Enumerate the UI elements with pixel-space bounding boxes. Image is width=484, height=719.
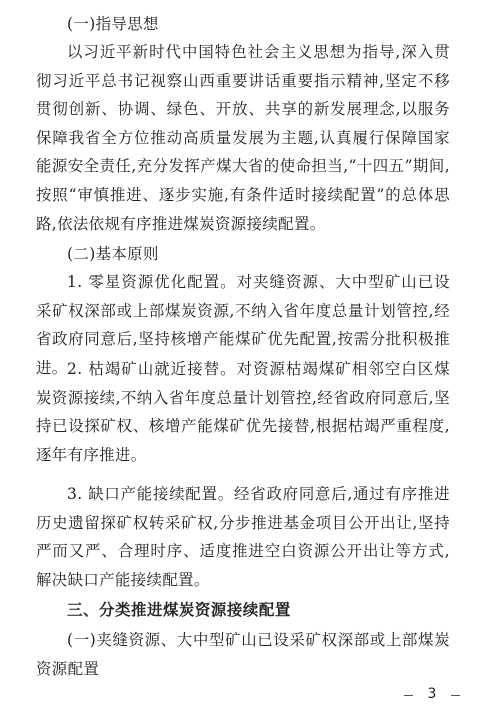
principle-3-paragraph: 3. 缺口产能接续配置。经省政府同意后,通过有序推进历史遗留探矿权转采矿权,分步推进基金项目公开出让,坚持严而又严、合理时序、适度推进空白资源公开出让等方式,解决缺口产能接续配置。 bbox=[36, 485, 450, 589]
principle-1-paragraph: 1. 零星资源优化配置。对夹缝资源、大中型矿山已设采矿权深部或上部煤炭资源,不纳入省年度总量计划管控,经省政府同意后,坚持核增产能煤矿优先配置,按需分批积极推进。 bbox=[36, 273, 450, 377]
guiding-ideology-paragraph: 以习近平新时代中国特色社会主义思想为指导,深入贯彻习近平总书记视察山西重要讲话重要指示精神,坚定不移贯彻创新、协调、绿色、开放、共享的新发展理念,以服务保障我省全方位推动高质量发展为主题,认真履行保障国家能源安全责任,充分发挥产煤大省的使命担当,“十四五”期间,按照“审慎推进、逐步实施,有条件适时接续配置”的总体思路,依法依规有序推进煤炭资源接续配置。 bbox=[36, 43, 450, 233]
guiding-ideology-heading: (一)指导思想 bbox=[67, 15, 159, 33]
basic-principles-heading: (二)基本原则 bbox=[67, 245, 159, 263]
section-three-heading: 三、分类推进煤炭资源接续配置 bbox=[67, 601, 291, 619]
page-number-dash-right bbox=[451, 695, 460, 696]
principle-2-paragraph: 2. 枯竭矿山就近接替。对资源枯竭煤矿相邻空白区煤炭资源接续,不纳入省年度总量计划管控,经省政府同意后,坚持已设探矿权、核增产能煤矿优先接替,根据枯竭严重程度,逐年有序推进。 bbox=[36, 360, 450, 464]
page-number-dash-left bbox=[404, 695, 413, 696]
section-three-subheading: (一)夹缝资源、大中型矿山已设采矿权深部或上部煤炭资源配置 bbox=[36, 631, 450, 678]
page-number: 3 bbox=[427, 686, 437, 702]
